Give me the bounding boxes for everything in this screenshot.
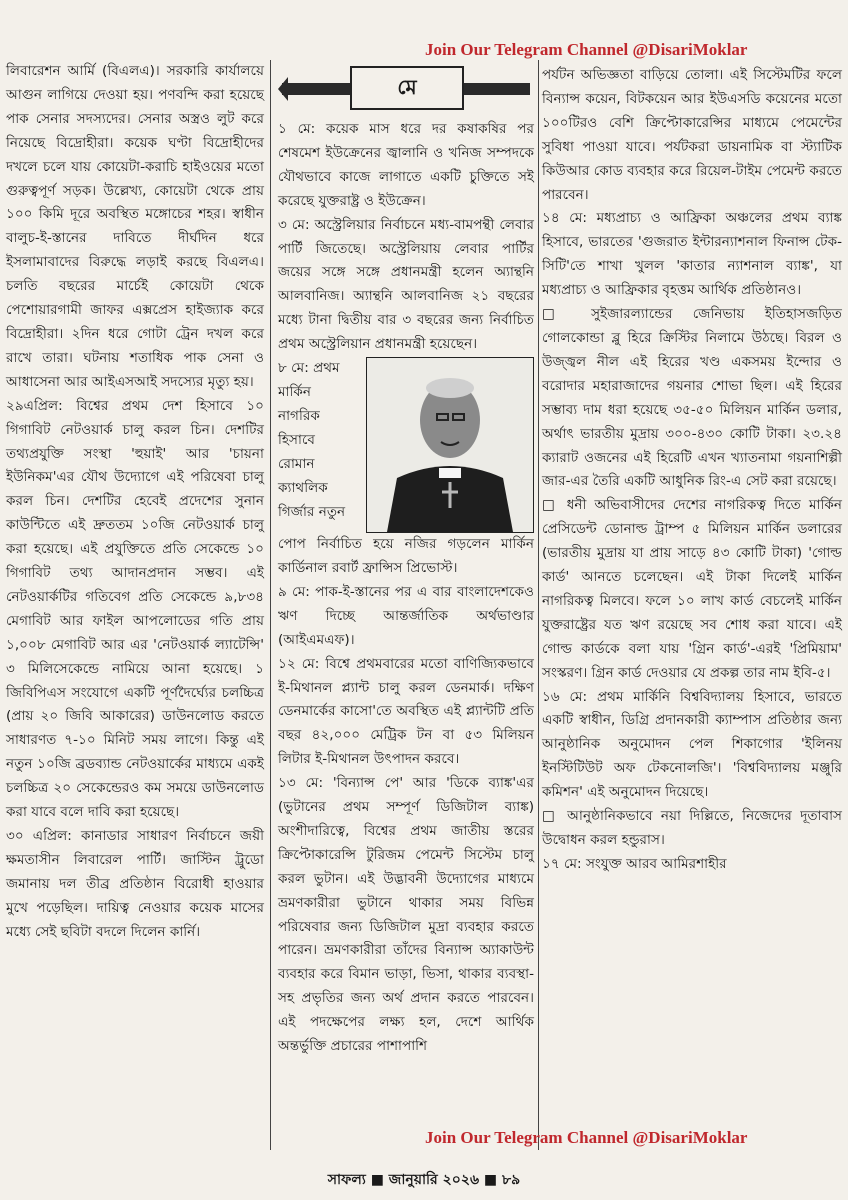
caption-line: ৮ মে: প্রথম [278, 360, 340, 377]
column-right [542, 64, 842, 877]
caption-line: হিসাবে [278, 431, 315, 448]
paragraph-9-may: ৯ মে: পাক-ই-স্তানের পর এ বার বাংলাদেশকেও ঋণ দিচ্ছে আন্তর্জাতিক অর্থভাণ্ডার (আইএমএফ)। [278, 583, 534, 648]
pope-portrait-photo [366, 357, 534, 533]
paragraph-bla: লিবারেশন আর্মি (বিএলএ)। সরকারি কার্যালয়ে আগুন লাগিয়ে দেওয়া হয়। পণবন্দি করা হয়েছে পাক সেনার সদস্যদের। সেনার অস্ত্রও লুট করে নিয়েছে বিদ্রোহীরা। কয়েক ঘণ্টা বিদ্রোহীদের দখলে চলে যায় কোয়েটা-করাচি হাইওয়ের মতো গুরুত্বপূর্ণ সড়ক। উল্লেখ্য, কোয়েটা থেকে প্রায় ১০০ কিমি দূরে অবস্থিত মঙ্গোচের শহর। স্বাধীন বালুচ-ই-স্তানের দাবিতে দীর্ঘদিন ধরে ইসলামাবাদের বিরুদ্ধে লড়াই করছে বিএলএ। চলতি বছরের মার্চেই কোয়েটা থেকে পেশোয়ারগামী জাফর এক্সপ্রেস হাইজ্যাক করে বিদ্রোহীরা। ২দিন ধরে গোটা ট্রেন দখল করে রাখে তারা। ঘটনায় শতাধিক পাক সেনা ও আধাসেনা আর আইএসআই সদস্যের মৃত্যু হয়। [6, 63, 264, 390]
paragraph-gold-card: □ ধনী অভিবাসীদের দেশের নাগরিকত্ব দিতে মার্কিন প্রেসিডেন্ট ডোনাল্ড ট্রাম্প ৫ মিলিয়ন মার্কিন ডলারের (ভারতীয় মুদ্রায় যা প্রায় সাড়ে ৪৩ কোটি টাকা) 'গোল্ড কার্ড' আনতে চলেছেন। এই টাকা দিলেই মার্কিন নাগরিকত্ব মিলবে। ফলে ১০ লাখ কার্ড বেচলেই মার্কিন যুক্তরাষ্ট্রের যত ঋণ রয়েছে সব শোধ করা যাবে। এই গোল্ড কার্ডকে বলা যায় 'গ্রিন কার্ড'-এরই 'প্রিমিয়াম' সংস্করণ। গ্রিন কার্ড দেওয়ার যে প্রকল্প তার নাম ইবি-৫। [542, 497, 842, 681]
caption-line: রোমান [278, 455, 315, 472]
telegram-banner-bottom: Join Our Telegram Channel @DisariMoklar [425, 1128, 748, 1147]
pope-news-block [278, 357, 534, 533]
paragraph-29-april: ২৯এপ্রিল: বিশ্বের প্রথম দেশ হিসাবে ১০ গিগাবিট নেটওয়ার্ক চালু করল চিন। দেশটির তথ্যপ্রযুক্তি সংস্থা 'হুয়াই' আর 'চায়না ইউনিকম'এর যৌথ উদ্যোগে এই পরিষেবা চালু করল চিন। দেশটির হেবেই প্রদেশের সুনান কাউন্টিতে এই দ্রুততম ১০জি নেটওয়ার্ক চালু করা হয়েছে। এই প্রযুক্তিতে প্রতি সেকেন্ডে ১০ গিগাবিট তথ্য আদানপ্রদান সম্ভব। এই নেটওয়ার্কটির গতিবেগ প্রতি সেকেন্ডে ৯,৮৩৪ মেগাবিট আর ফাইল আপলোডের গতি প্রায় ১,০০৮ মেগাবিট আর এর 'নেটওয়ার্ক ল্যাটেন্সি' ৩ মিলিসেকেন্ডে নামিয়ে আনা হয়েছে। ১ জিবিপিএস সংযোগে একটি পূর্ণদৈর্ঘ্যের চলচ্চিত্র (প্রায় ২০ জিবি আকারের) ডাউনলোড করতে সাধারণত ৭-১০ মিনিট সময় লাগে। কিন্তু এই নতুন ১০জি ব্রডব্যান্ড নেটওয়ার্কের মাধ্যমে একই চলচ্চিত্র ২০ সেকেন্ডেরও কম সময়ে ডাউনলোড করা যাবে বলে দাবি করা হয়েছে। [6, 397, 264, 821]
paragraph-13-may: ১৩ মে: 'বিন্যান্স পে' আর 'ডিকে ব্যাঙ্ক'এর (ভুটানের প্রথম সম্পূর্ণ ডিজিটাল ব্যাঙ্ক) অংশীদারিত্বে, বিশ্বের প্রথম জাতীয় স্তরের ক্রিপ্টোকারেন্সি টুরিজম পেমেন্ট সিস্টেম চালু করল ভুটান। এই উদ্ভাবনী উদ্যোগের মাধ্যমে ভ্রমণকারীরা ভুটানে থাকার সময় বিভিন্ন পরিষেবার জন্য ডিজিটাল মুদ্রা ব্যবহার করতে পারেন। ভ্রমণকারীরা তাঁদের বিন্যান্স অ্যাকাউন্ট ব্যবহার করে বিমান ভাড়া, ভিসা, থাকার ব্যবস্থা-সহ প্রভৃতির জন্য অর্থ প্রদান করতে পারবেন। এই পদক্ষেপের লক্ষ্য হল, দেশে আর্থিক অন্তর্ভুক্তি প্রচারের পাশাপাশি [278, 775, 534, 1055]
page-footer: সাফল্য ■ জানুয়ারি ২০২৬ ■ ৮৯ [327, 1172, 521, 1188]
column-middle [278, 66, 534, 1059]
caption-line: মার্কিন [278, 383, 312, 400]
column-divider [270, 60, 271, 1150]
paragraph-3-may: ৩ মে: অস্ট্রেলিয়ার নির্বাচনে মধ্য-বামপন্থী লেবার পার্টি জিতেছে। অস্ট্রেলিয়ায় লেবার পার্টির জয়ের সঙ্গে সঙ্গে প্রধানমন্ত্রী হলেন অ্যান্থনি আলবানিজ। অ্যান্থনি আলবানিজ ২১ বছরের মধ্যে টানা দ্বিতীয় বার ৩ বছরের জন্য নির্বাচিত প্রথম অস্ট্রেলিয়ান প্রধানমন্ত্রী হয়েছেন। [278, 216, 534, 353]
paragraph-bhutan-cont: পর্যটন অভিজ্ঞতা বাড়িয়ে তোলা। এই সিস্টেমটির ফলে বিন্যান্স কয়েন, বিটকয়েন আর ইউএসডি কয়েনের মতো ১০০টিরও বেশি ক্রিপ্টোকারেন্সির মাধ্যমে পেমেন্টের সুবিধা পাওয়া যাবে। পর্যটকরা ডায়নামিক বা স্ট্যাটিক কিউআর কোড ব্যবহার করে রিয়েল-টাইম পেমেন্ট করতে পারবেন। [542, 67, 842, 203]
paragraph-1-may: ১ মে: কয়েক মাস ধরে দর কষাকষির পর শেষমেশ ইউক্রেনের জ্বালানি ও খনিজ সম্পদকে যৌথভাবে কাজে লাগাতে একটি চুক্তিতে সই করেছে যুক্তরাষ্ট্র ও ইউক্রেন। [278, 121, 534, 209]
cardinal-portrait-icon [367, 358, 533, 532]
section-title-band [278, 66, 534, 112]
paragraph-16-may: ১৬ মে: প্রথম মার্কিনি বিশ্ববিদ্যালয় হিসাবে, ভারতে একটি স্বাধীন, ডিগ্রি প্রদানকারী ক্যাম্পাস প্রতিষ্ঠার জন্য আনুষ্ঠানিক অনুমোদন পেল শিকাগোর 'ইলিনয় ইনস্টিটিউট অফ টেকনোলজি'। 'বিশ্ববিদ্যালয় মঞ্জুরি কমিশন' এই অনুমোদন দিয়েছে। [542, 688, 842, 801]
paragraph-14-may: ১৪ মে: মধ্যপ্রাচ্য ও আফ্রিকা অঞ্চলের প্রথম ব্যাঙ্ক হিসাবে, ভারতের 'গুজরাত ইন্টারন্যাশনাল ফিনান্স টেক-সিটি'তে শাখা খুলল 'কাতার ন্যাশনাল ব্যাঙ্ক', যা মধ্যপ্রাচ্য ও আফ্রিকার বৃহত্তম আর্থিক প্রতিষ্ঠানও। [542, 210, 842, 299]
caption-line: গির্জার নতুন [278, 503, 346, 520]
paragraph-golconda-diamond: □ সুইজারল্যান্ডের জেনিভায় ইতিহাসজড়িত গোলকোন্ডা ব্লু হিরে ক্রিস্টির নিলামে উঠছে। বিরল ও উজ্জ্বল নীল এই হিরের খণ্ড একসময় ইন্দোর ও বরোদার মহারাজাদের গয়নার শোভা ছিল। এই হিরের সম্ভাব্য দাম ধরা হয়েছে ৩৫-৫০ মিলিয়ন মার্কিন ডলার, অর্থাৎ ভারতীয় মুদ্রায় ৩০০-৪৩০ কোটি টাকা। ২৩.২৪ ক্যারাট ওজনের এই হিরেটি এখন খ্যাতনামা গয়নাশিল্পী জার-এর তৈরি একটি আধুনিক রিং-এ সেট করা রয়েছে। [542, 306, 842, 490]
caption-line: নাগরিক [278, 407, 320, 424]
pope-caption [278, 357, 366, 533]
paragraph-12-may: ১২ মে: বিশ্বে প্রথমবারের মতো বাণিজ্যিকভাবে ই-মিথানল প্ল্যান্ট চালু করল ডেনমার্ক। দক্ষিণ ডেনমার্কের কাসো'তে অবস্থিত এই প্ল্যান্টটি প্রতি বছর ৪২,০০০ মেট্রিক টন বা ৫৩ মিলিয়ন লিটার ই-মিথানল উৎপাদন করবে। [278, 655, 534, 768]
paragraph-honduras: □ আনুষ্ঠানিকভাবে নয়া দিল্লিতে, নিজেদের দূতাবাস উদ্বোধন করল হন্ডুরাস। [542, 808, 842, 848]
column-divider [538, 60, 539, 1150]
paragraph-17-may: ১৭ মে: সংযুক্ত আরব আমিরশাহীর [542, 855, 727, 872]
caption-line: ক্যাথলিক [278, 479, 328, 496]
paragraph-8-may: পোপ নির্বাচিত হয়ে নজির গড়লেন মার্কিন কার্ডিনাল রবার্ট ফ্রান্সিস প্রিভোস্ট। [278, 536, 534, 576]
paragraph-30-april: ৩০ এপ্রিল: কানাডার সাধারণ নির্বাচনে জয়ী ক্ষমতাসীন লিবারেল পার্টি। জাস্টিন ট্রুডো জমানায় দল তীব্র প্রতিষ্ঠান বিরোধী হাওয়ার মুখে পড়েছিল। দায়িত্ব নেওয়ার কয়েক মাসের মধ্যে সেই ছবিটা বদলে দিলেন কার্নি। [6, 828, 264, 940]
column-left [6, 60, 264, 945]
telegram-banner-top: Join Our Telegram Channel @DisariMoklar [425, 40, 748, 59]
section-title: মে [350, 66, 464, 110]
